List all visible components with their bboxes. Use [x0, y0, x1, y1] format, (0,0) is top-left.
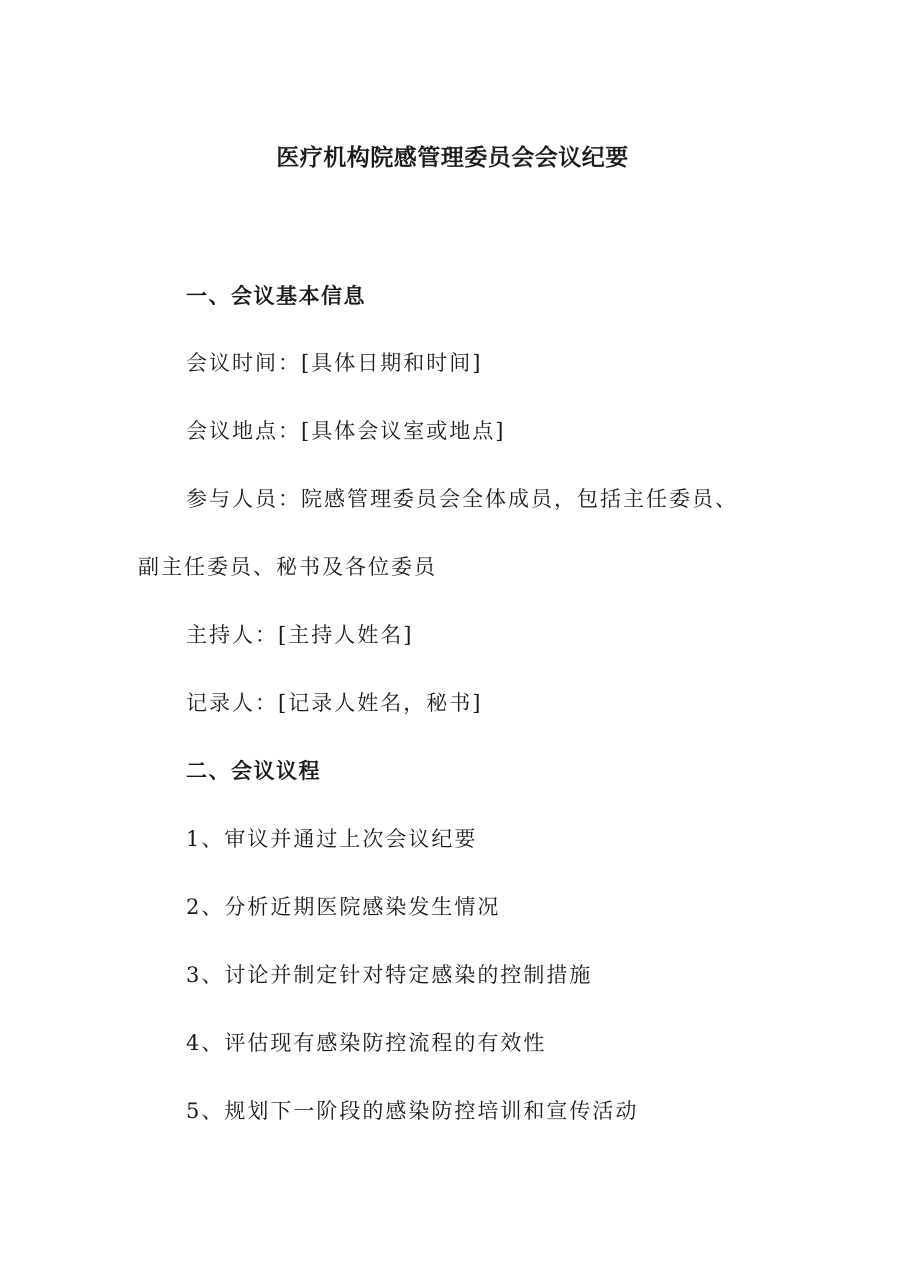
meeting-time: 会议时间：[具体日期和时间]	[186, 351, 483, 375]
agenda-item: 1、审议并通过上次会议纪要	[186, 827, 478, 851]
section-heading-basic-info: 一、会议基本信息	[186, 284, 366, 308]
participants-line-1: 参与人员：院感管理委员会全体成员，包括主任委员、	[186, 487, 738, 511]
agenda-item: 2、分析近期医院感染发生情况	[186, 895, 501, 919]
meeting-host: 主持人：[主持人姓名]	[186, 623, 414, 647]
meeting-location: 会议地点：[具体会议室或地点]	[186, 419, 506, 443]
section-heading-agenda: 二、会议议程	[186, 759, 321, 783]
agenda-item: 3、讨论并制定针对特定感染的控制措施	[186, 963, 593, 987]
agenda-item: 5、规划下一阶段的感染防控培训和宣传活动	[186, 1099, 639, 1123]
meeting-recorder: 记录人：[记录人姓名，秘书]	[186, 691, 483, 715]
participants-line-2: 副主任委员、秘书及各位委员	[138, 555, 437, 579]
agenda-item: 4、评估现有感染防控流程的有效性	[186, 1031, 547, 1055]
document-title: 医疗机构院感管理委员会会议纪要	[276, 145, 629, 171]
